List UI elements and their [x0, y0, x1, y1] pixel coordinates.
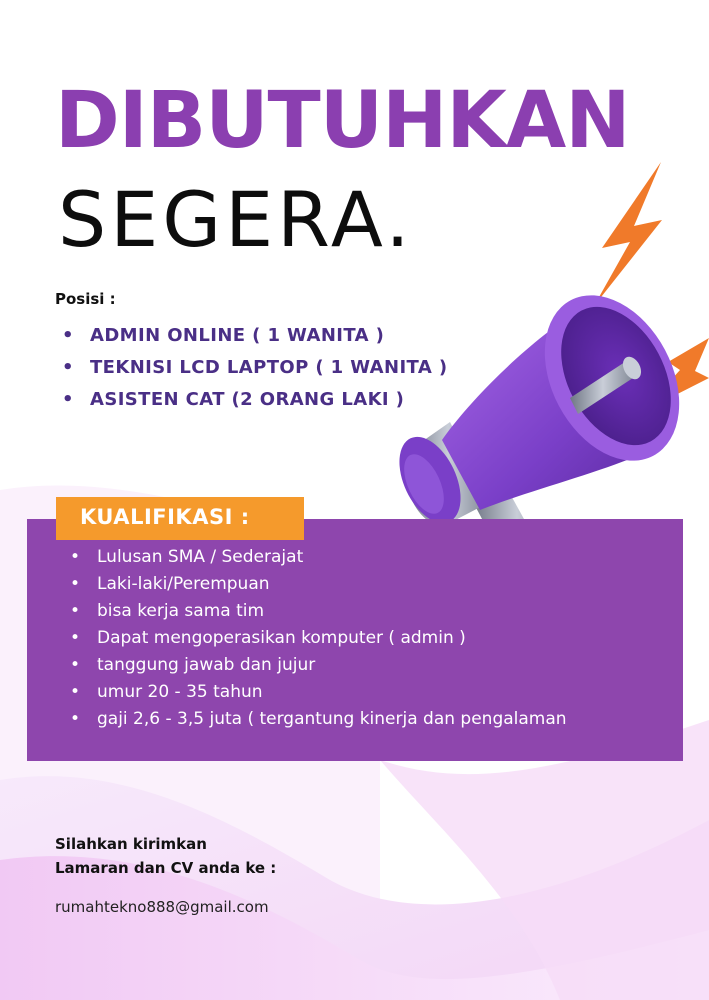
bullet-icon: • — [70, 655, 81, 675]
posisi-label: Posisi : — [55, 290, 116, 308]
list-item: • ADMIN ONLINE ( 1 WANITA ) — [62, 320, 447, 352]
headline: DIBUTUHKAN — [55, 76, 630, 166]
contact-instructions — [55, 832, 276, 880]
bullet-icon: • — [62, 325, 74, 346]
bullet-icon: • — [62, 357, 74, 378]
bullet-icon: • — [70, 709, 81, 729]
list-item: • bisa kerja sama tim — [70, 598, 567, 625]
contact-line-1: Silahkan kirimkan — [55, 835, 207, 853]
lightning-bolt-icon — [594, 162, 662, 306]
list-item: • TEKNISI LCD LAPTOP ( 1 WANITA ) — [62, 352, 447, 384]
bullet-icon: • — [62, 389, 74, 410]
list-item: • Dapat mengoperasikan komputer ( admin ) — [70, 625, 567, 652]
subheadline: SEGERA. — [58, 175, 414, 264]
qualification-list — [70, 544, 567, 733]
bullet-icon: • — [70, 682, 81, 702]
list-item: • Laki-laki/Perempuan — [70, 571, 567, 598]
contact-line-2: Lamaran dan CV anda ke : — [55, 859, 277, 877]
contact-email[interactable]: rumahtekno888@gmail.com — [55, 898, 269, 916]
position-list — [62, 320, 447, 416]
list-item: • Lulusan SMA / Sederajat — [70, 544, 567, 571]
bullet-icon: • — [70, 628, 81, 648]
bullet-icon: • — [70, 574, 81, 594]
qualification-title: KUALIFIKASI : — [80, 505, 250, 529]
list-item: • tanggung jawab dan jujur — [70, 652, 567, 679]
bullet-icon: • — [70, 547, 81, 567]
bullet-icon: • — [70, 601, 81, 621]
list-item: • gaji 2,6 - 3,5 juta ( tergantung kinerja dan pengalaman — [70, 706, 567, 733]
list-item: • umur 20 - 35 tahun — [70, 679, 567, 706]
list-item: • ASISTEN CAT (2 ORANG LAKI ) — [62, 384, 447, 416]
